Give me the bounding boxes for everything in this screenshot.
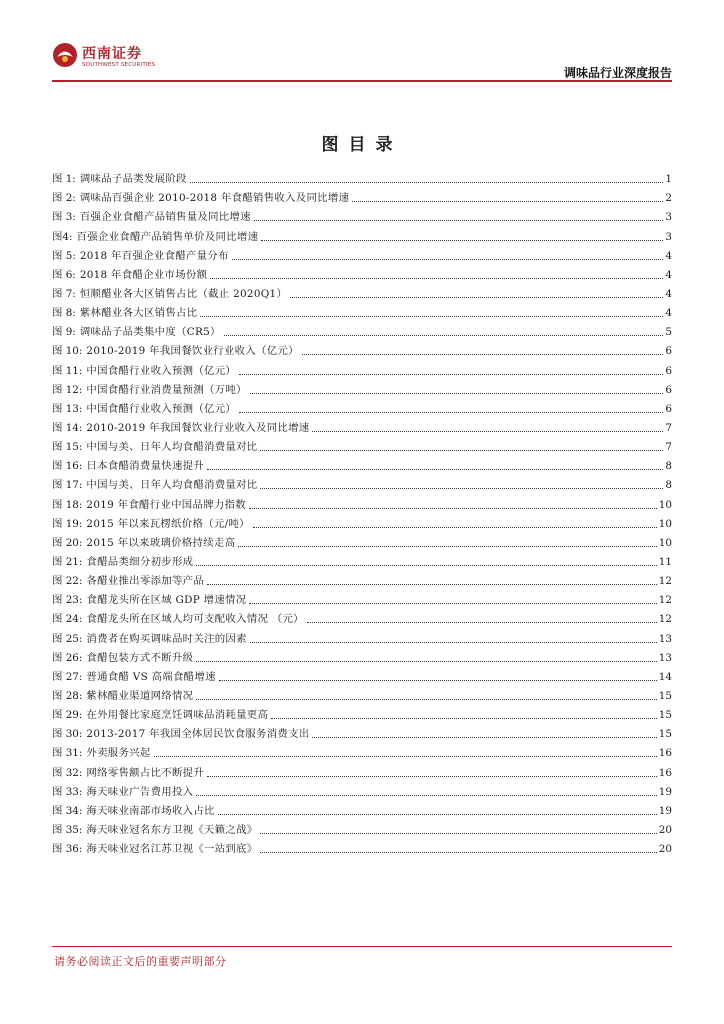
toc-entry-number: 图 2: bbox=[52, 192, 76, 205]
toc-entry[interactable] bbox=[52, 357, 672, 376]
header-divider bbox=[52, 80, 672, 82]
toc-entry-page: 10 bbox=[658, 517, 672, 530]
toc-entry-page: 11 bbox=[658, 555, 672, 568]
toc-entry[interactable] bbox=[52, 415, 672, 434]
toc-dot-leader bbox=[200, 315, 663, 317]
toc-entry-title: 海天味业南部市场收入占比 bbox=[86, 804, 215, 817]
logo-mark-icon bbox=[52, 42, 78, 68]
toc-entry-number: 图 14: bbox=[52, 421, 83, 434]
toc-entry-title: 日本食醋消费量快速提升 bbox=[86, 460, 205, 473]
toc-entry-number: 图 22: bbox=[52, 575, 83, 588]
toc-entry-page: 14 bbox=[658, 670, 672, 683]
toc-entry-number: 图 34: bbox=[52, 804, 83, 817]
brand-name: 西南证券 bbox=[82, 46, 142, 62]
toc-entry-title: 海天味业广告费用投入 bbox=[86, 785, 194, 798]
toc-dot-leader bbox=[271, 717, 657, 719]
toc-entry-number: 图 36: bbox=[52, 843, 83, 856]
toc-entry-page: 4 bbox=[665, 249, 672, 262]
toc-entry-number: 图 17: bbox=[52, 479, 83, 492]
toc-entry-page: 10 bbox=[658, 498, 672, 511]
toc-entry-number: 图 20: bbox=[52, 536, 83, 549]
toc-entry-number: 图 24: bbox=[52, 613, 83, 626]
toc-entry-number: 图 12: bbox=[52, 383, 83, 396]
toc-entry-title: 紫林醋业各大区销售占比 bbox=[79, 307, 198, 320]
toc-dot-leader bbox=[249, 602, 656, 604]
footer-divider bbox=[52, 946, 672, 947]
report-type-label: 调味品行业深度报告 bbox=[563, 66, 672, 80]
toc-dot-leader bbox=[210, 277, 663, 279]
toc-dot-leader bbox=[218, 813, 657, 815]
toc-entry[interactable] bbox=[52, 549, 672, 568]
toc-dot-leader bbox=[224, 334, 664, 336]
toc-entry[interactable] bbox=[52, 606, 672, 625]
toc-entry[interactable] bbox=[52, 645, 672, 664]
toc-entry-number: 图 7: bbox=[52, 287, 76, 300]
figure-table-of-contents bbox=[52, 166, 672, 855]
toc-entry-page: 16 bbox=[658, 747, 672, 760]
toc-dot-leader bbox=[250, 641, 657, 643]
toc-entry-title: 调味品子品类发展阶段 bbox=[79, 173, 187, 186]
toc-entry-number: 图 3: bbox=[52, 211, 76, 224]
toc-entry-title: 各醋业推出零添加等产品 bbox=[86, 575, 205, 588]
toc-entry-title: 食醋龙头所在区域人均可支配收入情况 （元） bbox=[86, 613, 304, 626]
toc-dot-leader bbox=[312, 430, 663, 432]
toc-entry-page: 15 bbox=[658, 709, 672, 722]
toc-entry[interactable] bbox=[52, 434, 672, 453]
toc-entry-page: 3 bbox=[665, 230, 672, 243]
toc-entry-title: 2015 年以来瓦楞纸价格（元/吨） bbox=[86, 517, 250, 530]
toc-entry-title: 2015 年以来玻璃价格持续走高 bbox=[86, 536, 236, 549]
toc-dot-leader bbox=[250, 392, 664, 394]
toc-entry-title: 中国食醋行业收入预测（亿元） bbox=[86, 364, 237, 377]
toc-entry-number: 图 29: bbox=[52, 709, 83, 722]
toc-entry-title: 中国食醋行业消费量预测（万吨） bbox=[86, 383, 247, 396]
toc-entry-page: 16 bbox=[658, 766, 672, 779]
toc-dot-leader bbox=[260, 487, 663, 489]
toc-entry[interactable] bbox=[52, 798, 672, 817]
toc-entry-page: 8 bbox=[665, 460, 672, 473]
toc-entry-title: 调味品百强企业 2010-2018 年食醋销售收入及同比增速 bbox=[79, 192, 350, 205]
toc-entry[interactable] bbox=[52, 587, 672, 606]
toc-entry[interactable] bbox=[52, 338, 672, 357]
toc-entry-page: 4 bbox=[665, 307, 672, 320]
toc-entry-title: 食醋品类细分初步形成 bbox=[86, 555, 194, 568]
toc-entry-number: 图 33: bbox=[52, 785, 83, 798]
toc-entry-number: 图 23: bbox=[52, 594, 83, 607]
toc-entry-page: 6 bbox=[665, 364, 672, 377]
toc-entry[interactable] bbox=[52, 319, 672, 338]
toc-dot-leader bbox=[239, 373, 663, 375]
toc-entry-page: 6 bbox=[665, 383, 672, 396]
toc-entry-page: 19 bbox=[658, 785, 672, 798]
company-logo bbox=[52, 42, 162, 76]
toc-entry[interactable] bbox=[52, 281, 672, 300]
toc-entry[interactable] bbox=[52, 530, 672, 549]
toc-entry[interactable] bbox=[52, 243, 672, 262]
toc-dot-leader bbox=[207, 583, 657, 585]
toc-entry-page: 1 bbox=[665, 173, 672, 186]
toc-entry-title: 食醋包装方式不断升级 bbox=[86, 651, 194, 664]
toc-entry-number: 图 11: bbox=[52, 364, 83, 377]
toc-dot-leader bbox=[196, 698, 656, 700]
toc-dot-leader bbox=[196, 564, 656, 566]
toc-entry-title: 中国与美、日年人均食醋消费量对比 bbox=[86, 441, 258, 454]
toc-entry-number: 图 21: bbox=[52, 555, 83, 568]
toc-entry-page: 4 bbox=[665, 287, 672, 300]
toc-entry-title: 中国与美、日年人均食醋消费量对比 bbox=[86, 479, 258, 492]
toc-entry-title: 2013-2017 年我国全体居民饮食服务消费支出 bbox=[86, 728, 310, 741]
toc-dot-leader bbox=[154, 755, 657, 757]
toc-entry-page: 13 bbox=[658, 632, 672, 645]
toc-entry-number: 图 10: bbox=[52, 345, 83, 358]
toc-entry-title: 调味品子品类集中度（CR5） bbox=[79, 326, 221, 339]
toc-entry-number: 图 16: bbox=[52, 460, 83, 473]
toc-entry-number: 图 32: bbox=[52, 766, 83, 779]
toc-entry[interactable] bbox=[52, 740, 672, 759]
toc-dot-leader bbox=[253, 526, 657, 528]
toc-dot-leader bbox=[261, 239, 663, 241]
toc-entry-title: 2019 年食醋行业中国品牌力指数 bbox=[86, 498, 246, 511]
toc-entry-title: 紫林醋业渠道网络情况 bbox=[86, 689, 194, 702]
toc-entry-page: 7 bbox=[665, 441, 672, 454]
toc-entry[interactable] bbox=[52, 300, 672, 319]
toc-entry[interactable] bbox=[52, 396, 672, 415]
toc-entry-page: 12 bbox=[658, 613, 672, 626]
toc-entry-title: 2018 年食醋企业市场份额 bbox=[79, 268, 208, 281]
toc-entry-page: 13 bbox=[658, 651, 672, 664]
toc-entry-page: 3 bbox=[665, 211, 672, 224]
toc-entry[interactable] bbox=[52, 568, 672, 587]
toc-entry-page: 19 bbox=[658, 804, 672, 817]
footer-disclaimer: 请务必阅读正文后的重要声明部分 bbox=[54, 955, 227, 968]
toc-dot-leader bbox=[260, 832, 656, 834]
toc-entry-page: 6 bbox=[665, 345, 672, 358]
toc-entry-page: 6 bbox=[665, 402, 672, 415]
toc-dot-leader bbox=[207, 468, 663, 470]
toc-entry-page: 5 bbox=[665, 326, 672, 339]
toc-entry-title: 消费者在购买调味品时关注的因素 bbox=[86, 632, 247, 645]
toc-entry[interactable] bbox=[52, 702, 672, 721]
toc-entry-title: 2010-2019 年我国餐饮业行业收入及同比增速 bbox=[86, 421, 310, 434]
toc-entry[interactable] bbox=[52, 817, 672, 836]
toc-entry-number: 图 13: bbox=[52, 402, 83, 415]
toc-entry-title: 在外用餐比家庭烹饪调味品消耗量更高 bbox=[86, 709, 269, 722]
page-header bbox=[0, 0, 724, 90]
toc-entry-page: 2 bbox=[665, 192, 672, 205]
toc-entry-number: 图 18: bbox=[52, 498, 83, 511]
toc-entry-number: 图 1: bbox=[52, 173, 76, 186]
toc-entry-title: 2018 年百强企业食醋产量分布 bbox=[79, 249, 229, 262]
toc-dot-leader bbox=[196, 794, 656, 796]
toc-entry-page: 10 bbox=[658, 536, 672, 549]
toc-entry[interactable] bbox=[52, 185, 672, 204]
toc-dot-leader bbox=[260, 851, 656, 853]
toc-entry[interactable] bbox=[52, 223, 672, 242]
toc-dot-leader bbox=[219, 679, 657, 681]
toc-entry-page: 15 bbox=[658, 689, 672, 702]
toc-entry[interactable] bbox=[52, 683, 672, 702]
toc-entry[interactable] bbox=[52, 262, 672, 281]
toc-entry-page: 4 bbox=[665, 268, 672, 281]
toc-entry-number: 图 6: bbox=[52, 268, 76, 281]
toc-dot-leader bbox=[207, 775, 657, 777]
toc-entry-number: 图 15: bbox=[52, 441, 83, 454]
toc-entry-page: 20 bbox=[658, 843, 672, 856]
toc-entry-title: 中国食醋行业收入预测（亿元） bbox=[86, 402, 237, 415]
toc-dot-leader bbox=[238, 545, 657, 547]
toc-entry-number: 图 5: bbox=[52, 249, 76, 262]
toc-dot-leader bbox=[239, 411, 663, 413]
toc-dot-leader bbox=[307, 621, 657, 623]
toc-entry-title: 普通食醋 VS 高端食醋增速 bbox=[86, 670, 216, 683]
toc-entry-title: 食醋龙头所在区域 GDP 增速情况 bbox=[86, 594, 247, 607]
toc-entry-number: 图 26: bbox=[52, 651, 83, 664]
toc-dot-leader bbox=[232, 258, 664, 260]
toc-entry[interactable] bbox=[52, 721, 672, 740]
toc-dot-leader bbox=[254, 219, 664, 221]
toc-entry-number: 图4: bbox=[52, 230, 73, 243]
toc-entry-number: 图 28: bbox=[52, 689, 83, 702]
toc-entry[interactable] bbox=[52, 759, 672, 778]
toc-entry-title: 网络零售额占比不断提升 bbox=[86, 766, 205, 779]
toc-dot-leader bbox=[249, 507, 657, 509]
toc-entry-page: 8 bbox=[665, 479, 672, 492]
toc-entry[interactable] bbox=[52, 491, 672, 510]
toc-entry[interactable] bbox=[52, 204, 672, 223]
toc-entry-number: 图 30: bbox=[52, 728, 83, 741]
toc-entry[interactable] bbox=[52, 511, 672, 530]
toc-entry[interactable] bbox=[52, 836, 672, 855]
toc-dot-leader bbox=[312, 736, 656, 738]
toc-entry-title: 百强企业食醋产品销售单价及同比增速 bbox=[76, 230, 259, 243]
toc-entry[interactable] bbox=[52, 664, 672, 683]
toc-dot-leader bbox=[196, 660, 656, 662]
toc-entry-page: 12 bbox=[658, 575, 672, 588]
toc-entry[interactable] bbox=[52, 453, 672, 472]
toc-entry[interactable] bbox=[52, 472, 672, 491]
toc-entry[interactable] bbox=[52, 166, 672, 185]
toc-entry-page: 7 bbox=[665, 421, 672, 434]
toc-entry-number: 图 25: bbox=[52, 632, 83, 645]
toc-entry-page: 20 bbox=[658, 823, 672, 836]
toc-entry-page: 12 bbox=[658, 594, 672, 607]
toc-entry[interactable] bbox=[52, 377, 672, 396]
toc-entry-number: 图 27: bbox=[52, 670, 83, 683]
toc-entry-title: 海天味业冠名江苏卫视《一站到底》 bbox=[86, 843, 258, 856]
toc-entry-title: 恒顺醋业各大区销售占比（截止 2020Q1） bbox=[79, 287, 288, 300]
toc-entry[interactable] bbox=[52, 779, 672, 798]
toc-entry-number: 图 31: bbox=[52, 747, 83, 760]
toc-entry-title: 百强企业食醋产品销售量及同比增速 bbox=[79, 211, 251, 224]
toc-entry-page: 15 bbox=[658, 728, 672, 741]
toc-dot-leader bbox=[302, 353, 664, 355]
toc-dot-leader bbox=[260, 449, 663, 451]
toc-entry-number: 图 8: bbox=[52, 307, 76, 320]
toc-entry-title: 2010-2019 年我国餐饮业行业收入（亿元） bbox=[86, 345, 299, 358]
toc-entry-title: 外卖服务兴起 bbox=[86, 747, 151, 760]
toc-dot-leader bbox=[352, 200, 663, 202]
toc-entry-number: 图 19: bbox=[52, 517, 83, 530]
toc-entry[interactable] bbox=[52, 625, 672, 644]
toc-dot-leader bbox=[190, 181, 664, 183]
toc-dot-leader bbox=[290, 296, 663, 298]
brand-subtitle: SOUTHWEST SECURITIES bbox=[82, 62, 156, 68]
toc-entry-title: 海天味业冠名东方卫视《天籁之战》 bbox=[86, 823, 258, 836]
toc-entry-number: 图 9: bbox=[52, 326, 76, 339]
toc-entry-number: 图 35: bbox=[52, 823, 83, 836]
page-title: 图目录 bbox=[321, 135, 403, 155]
